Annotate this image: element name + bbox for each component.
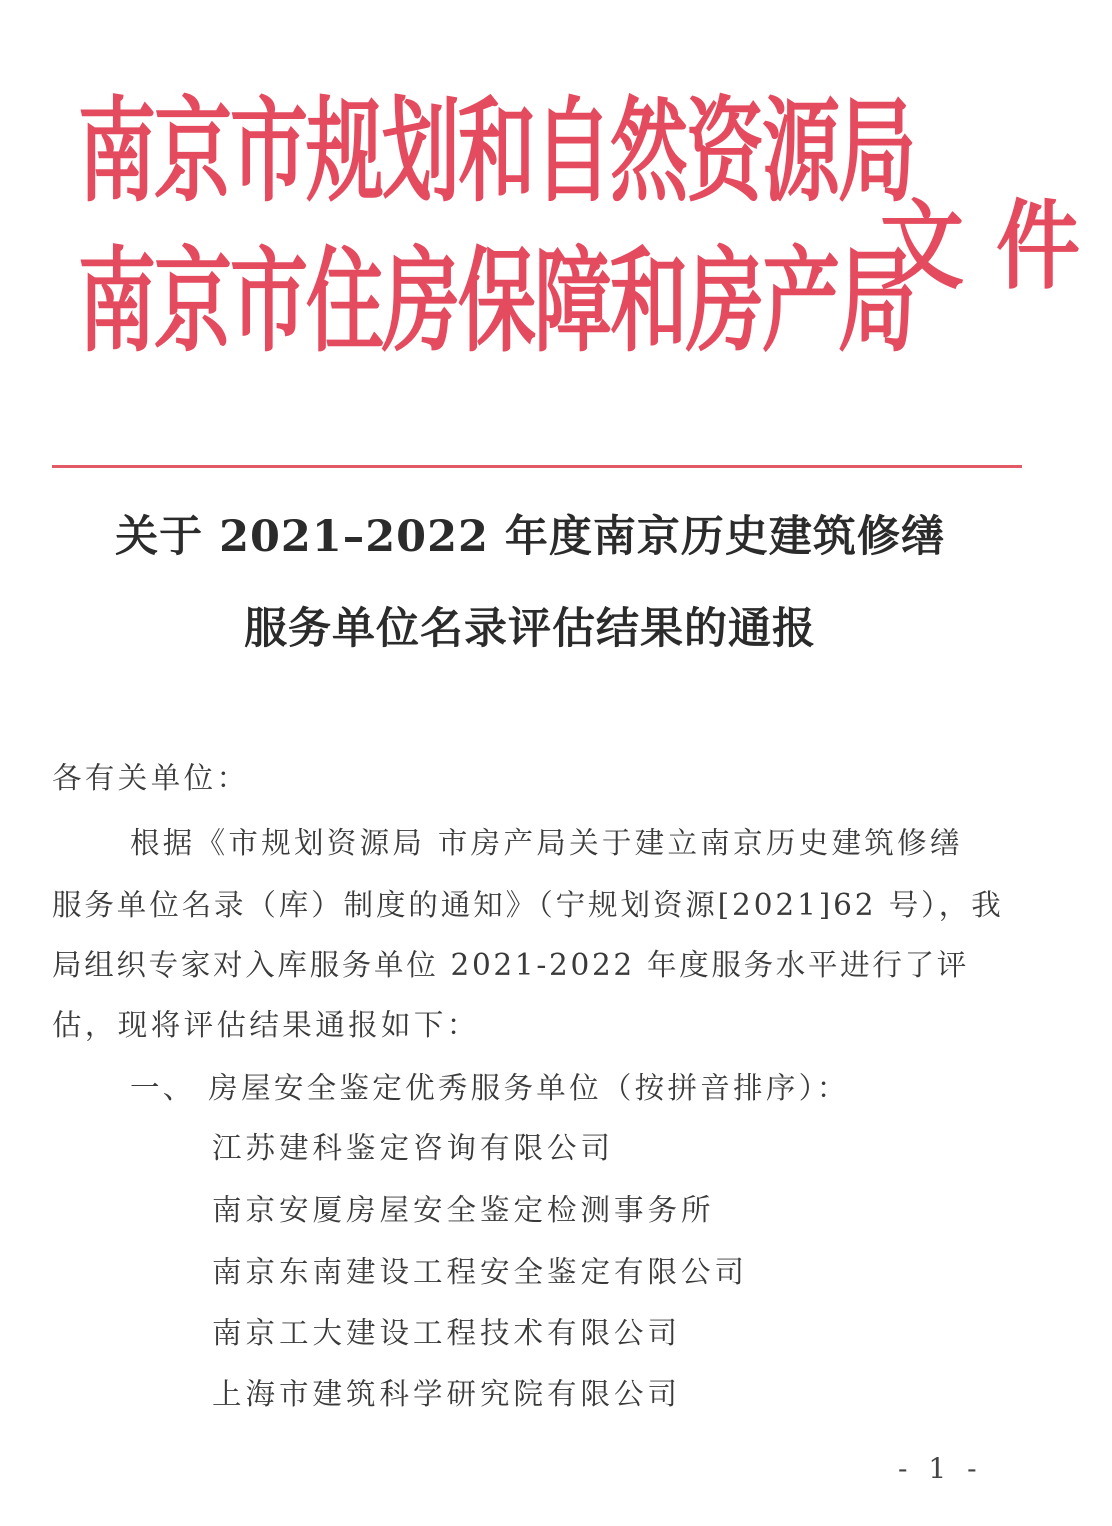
document-header	[62, 78, 1112, 398]
header-divider	[52, 465, 1022, 468]
section-heading: 一、 房屋安全鉴定优秀服务单位（按拼音排序）：	[130, 1071, 850, 1105]
salutation: 各有关单位：	[52, 761, 250, 795]
document-title-line-1: 关于 2021–2022 年度南京历史建筑修缮	[115, 512, 945, 562]
company-list-item: 上海市建筑科学研究院有限公司	[212, 1377, 682, 1411]
company-list-item: 南京安厦房屋安全鉴定检测事务所	[212, 1193, 715, 1227]
body-paragraph-line: 根据《市规划资源局 市房产局关于建立南京历史建筑修缮	[130, 826, 963, 860]
company-list-item: 南京东南建设工程安全鉴定有限公司	[212, 1255, 749, 1289]
body-paragraph-line: 估，现将评估结果通报如下：	[52, 1008, 480, 1042]
body-paragraph-line: 局组织专家对入库服务单位 2021-2022 年度服务水平进行了评	[52, 948, 969, 982]
issuing-organization-2: 南京市住房保障和房产局	[78, 237, 915, 369]
document-label: 文件	[880, 189, 1112, 303]
body-paragraph-line: 服务单位名录（库）制度的通知》（宁规划资源[2021]62 号），我	[52, 888, 1004, 922]
company-list-item: 南京工大建设工程技术有限公司	[212, 1316, 682, 1350]
company-list-item: 江苏建科鉴定咨询有限公司	[212, 1131, 615, 1165]
document-title-line-2: 服务单位名录评估结果的通报	[244, 604, 816, 654]
issuing-organization-1: 南京市规划和自然资源局	[78, 87, 915, 219]
page-number: - 1 -	[898, 1452, 983, 1485]
issuing-organizations	[78, 78, 915, 378]
